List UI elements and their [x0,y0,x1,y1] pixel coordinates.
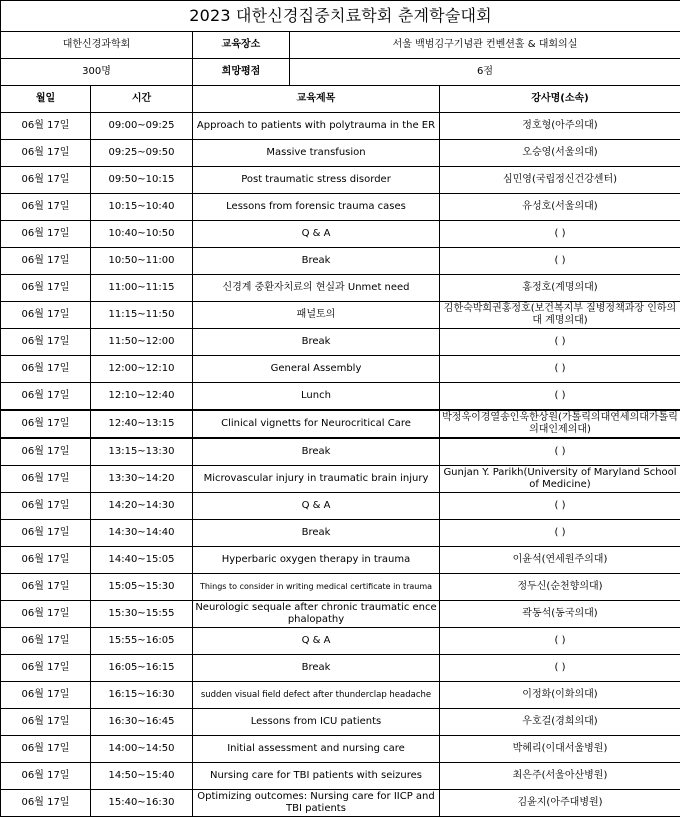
date-cell: 06월 17일 [1,736,91,763]
date-cell: 06월 17일 [1,329,91,356]
speaker-cell: 김윤지(아주대병원) [440,790,680,817]
time-cell: 13:30~14:20 [91,466,193,493]
date-cell: 06월 17일 [1,628,91,655]
topic-cell: Q & A [193,628,440,655]
date-cell: 06월 17일 [1,547,91,574]
info-row-capacity [1,59,680,86]
speaker-cell: 이윤석(연세원주의대) [440,547,680,574]
topic-cell: Post traumatic stress disorder [193,167,440,194]
date-cell: 06월 17일 [1,466,91,493]
table-row [1,736,680,763]
time-cell: 12:00~12:10 [91,356,193,383]
speaker-cell: ( ) [440,329,680,356]
date-cell: 06월 17일 [1,601,91,628]
date-cell: 06월 17일 [1,140,91,167]
speaker-cell: ( ) [440,383,680,411]
speaker-cell: 박혜리(이대서울병원) [440,736,680,763]
speaker-cell: ( ) [440,438,680,466]
time-cell: 14:30~14:40 [91,520,193,547]
speaker-cell: 이정화(이화의대) [440,682,680,709]
topic-cell: Microvascular injury in traumatic brain injury [193,466,440,493]
table-row [1,275,680,302]
time-cell: 16:15~16:30 [91,682,193,709]
table-row [1,302,680,329]
speaker-cell: 심민영(국립정신건강센터) [440,167,680,194]
header-time: 시간 [91,86,193,113]
time-cell: 15:40~16:30 [91,790,193,817]
topic-cell: Break [193,655,440,682]
time-cell: 10:15~10:40 [91,194,193,221]
table-row [1,167,680,194]
time-cell: 10:40~10:50 [91,221,193,248]
header-speaker: 강사명(소속) [440,86,680,113]
table-row [1,520,680,547]
topic-cell: Break [193,248,440,275]
time-cell: 09:00~09:25 [91,113,193,140]
date-cell: 06월 17일 [1,410,91,438]
speaker-cell: Gunjan Y. Parikh(University of Maryland School of Medicine) [440,466,680,493]
table-row [1,790,680,817]
topic-cell: General Assembly [193,356,440,383]
speaker-cell: 정두신(순천향의대) [440,574,680,601]
table-row [1,763,680,790]
header-row [1,86,680,113]
time-cell: 14:40~15:05 [91,547,193,574]
table-row [1,329,680,356]
speaker-cell: 정호형(아주의대) [440,113,680,140]
date-cell: 06월 17일 [1,520,91,547]
speaker-cell: 김한숙박희권홍정호(보건복지부 질병정책과장 인하의대 계명의대) [440,302,680,329]
date-cell: 06월 17일 [1,790,91,817]
topic-cell: Lessons from ICU patients [193,709,440,736]
table-row [1,601,680,628]
date-cell: 06월 17일 [1,302,91,329]
time-cell: 12:10~12:40 [91,383,193,411]
header-date: 월일 [1,86,91,113]
time-cell: 09:50~10:15 [91,167,193,194]
topic-cell: Break [193,438,440,466]
table-row [1,655,680,682]
date-cell: 06월 17일 [1,248,91,275]
table-row [1,709,680,736]
date-cell: 06월 17일 [1,709,91,736]
time-cell: 14:20~14:30 [91,493,193,520]
topic-cell: 패널토의 [193,302,440,329]
date-cell: 06월 17일 [1,356,91,383]
date-cell: 06월 17일 [1,574,91,601]
date-cell: 06월 17일 [1,194,91,221]
table-row [1,221,680,248]
topic-cell: Initial assessment and nursing care [193,736,440,763]
speaker-cell: 홍정호(계명의대) [440,275,680,302]
time-cell: 14:00~14:50 [91,736,193,763]
date-cell: 06월 17일 [1,113,91,140]
topic-cell: Things to consider in writing medical certificate in trauma [193,574,440,601]
time-cell: 16:05~16:15 [91,655,193,682]
topic-cell: Massive transfusion [193,140,440,167]
topic-cell: Neurologic sequale after chronic traumatic encephalopathy [193,601,440,628]
date-cell: 06월 17일 [1,655,91,682]
table-row [1,682,680,709]
speaker-cell: ( ) [440,248,680,275]
topic-cell: Lunch [193,383,440,411]
date-cell: 06월 17일 [1,763,91,790]
table-row [1,356,680,383]
organizer-cell: 대한신경과학회 [1,32,193,59]
table-row [1,574,680,601]
title-row [1,1,680,32]
topic-cell: Nursing care for TBI patients with seizures [193,763,440,790]
speaker-cell: 곽동석(동국의대) [440,601,680,628]
speaker-cell: 유성호(서울의대) [440,194,680,221]
table-row [1,248,680,275]
capacity-cell: 300명 [1,59,193,86]
table-row [1,438,680,466]
speaker-cell: ( ) [440,655,680,682]
time-cell: 11:00~11:15 [91,275,193,302]
speaker-cell: ( ) [440,493,680,520]
date-cell: 06월 17일 [1,275,91,302]
header-topic: 교육제목 [193,86,440,113]
date-cell: 06월 17일 [1,493,91,520]
speaker-cell: ( ) [440,356,680,383]
topic-cell: sudden visual field defect after thunderclap headache [193,682,440,709]
speaker-cell: 오승영(서울의대) [440,140,680,167]
date-cell: 06월 17일 [1,167,91,194]
table-row [1,140,680,167]
speaker-cell: ( ) [440,628,680,655]
date-cell: 06월 17일 [1,438,91,466]
topic-cell: Hyperbaric oxygen therapy in trauma [193,547,440,574]
topic-cell: Optimizing outcomes: Nursing care for IICP and TBI patients [193,790,440,817]
speaker-cell: 박정욱이경열송인욱한상원(가톨릭의대연세의대가톨릭의대인제의대) [440,410,680,438]
info-row-venue [1,32,680,59]
speaker-cell: 최은주(서울아산병원) [440,763,680,790]
time-cell: 11:50~12:00 [91,329,193,356]
time-cell: 15:55~16:05 [91,628,193,655]
time-cell: 15:30~15:55 [91,601,193,628]
table-row [1,493,680,520]
topic-cell: Break [193,329,440,356]
date-cell: 06월 17일 [1,221,91,248]
page-title: 2023 대한신경집중치료학회 춘계학술대회 [1,1,680,32]
topic-cell: Lessons from forensic trauma cases [193,194,440,221]
speaker-cell: ( ) [440,221,680,248]
points-value: 6점 [290,59,680,86]
time-cell: 16:30~16:45 [91,709,193,736]
table-row [1,383,680,411]
topic-cell: Clinical vignetts for Neurocritical Care [193,410,440,438]
venue-value: 서울 백범김구기념관 컨벤션홀 & 대회의실 [290,32,680,59]
venue-label: 교육장소 [193,32,290,59]
date-cell: 06월 17일 [1,383,91,411]
points-label: 희망평점 [193,59,290,86]
time-cell: 13:15~13:30 [91,438,193,466]
topic-cell: Break [193,520,440,547]
topic-cell: Approach to patients with polytrauma in the ER [193,113,440,140]
table-row [1,547,680,574]
speaker-cell: ( ) [440,520,680,547]
topic-cell: 신경계 중환자치료의 현실과 Unmet need [193,275,440,302]
schedule-body [1,1,680,817]
time-cell: 11:15~11:50 [91,302,193,329]
date-cell: 06월 17일 [1,682,91,709]
topic-cell: Q & A [193,493,440,520]
table-row [1,466,680,493]
time-cell: 09:25~09:50 [91,140,193,167]
topic-cell: Q & A [193,221,440,248]
table-row [1,113,680,140]
speaker-cell: 우호걸(경희의대) [440,709,680,736]
table-row [1,628,680,655]
time-cell: 14:50~15:40 [91,763,193,790]
time-cell: 15:05~15:30 [91,574,193,601]
time-cell: 12:40~13:15 [91,410,193,438]
table-row [1,410,680,438]
table-row [1,194,680,221]
time-cell: 10:50~11:00 [91,248,193,275]
